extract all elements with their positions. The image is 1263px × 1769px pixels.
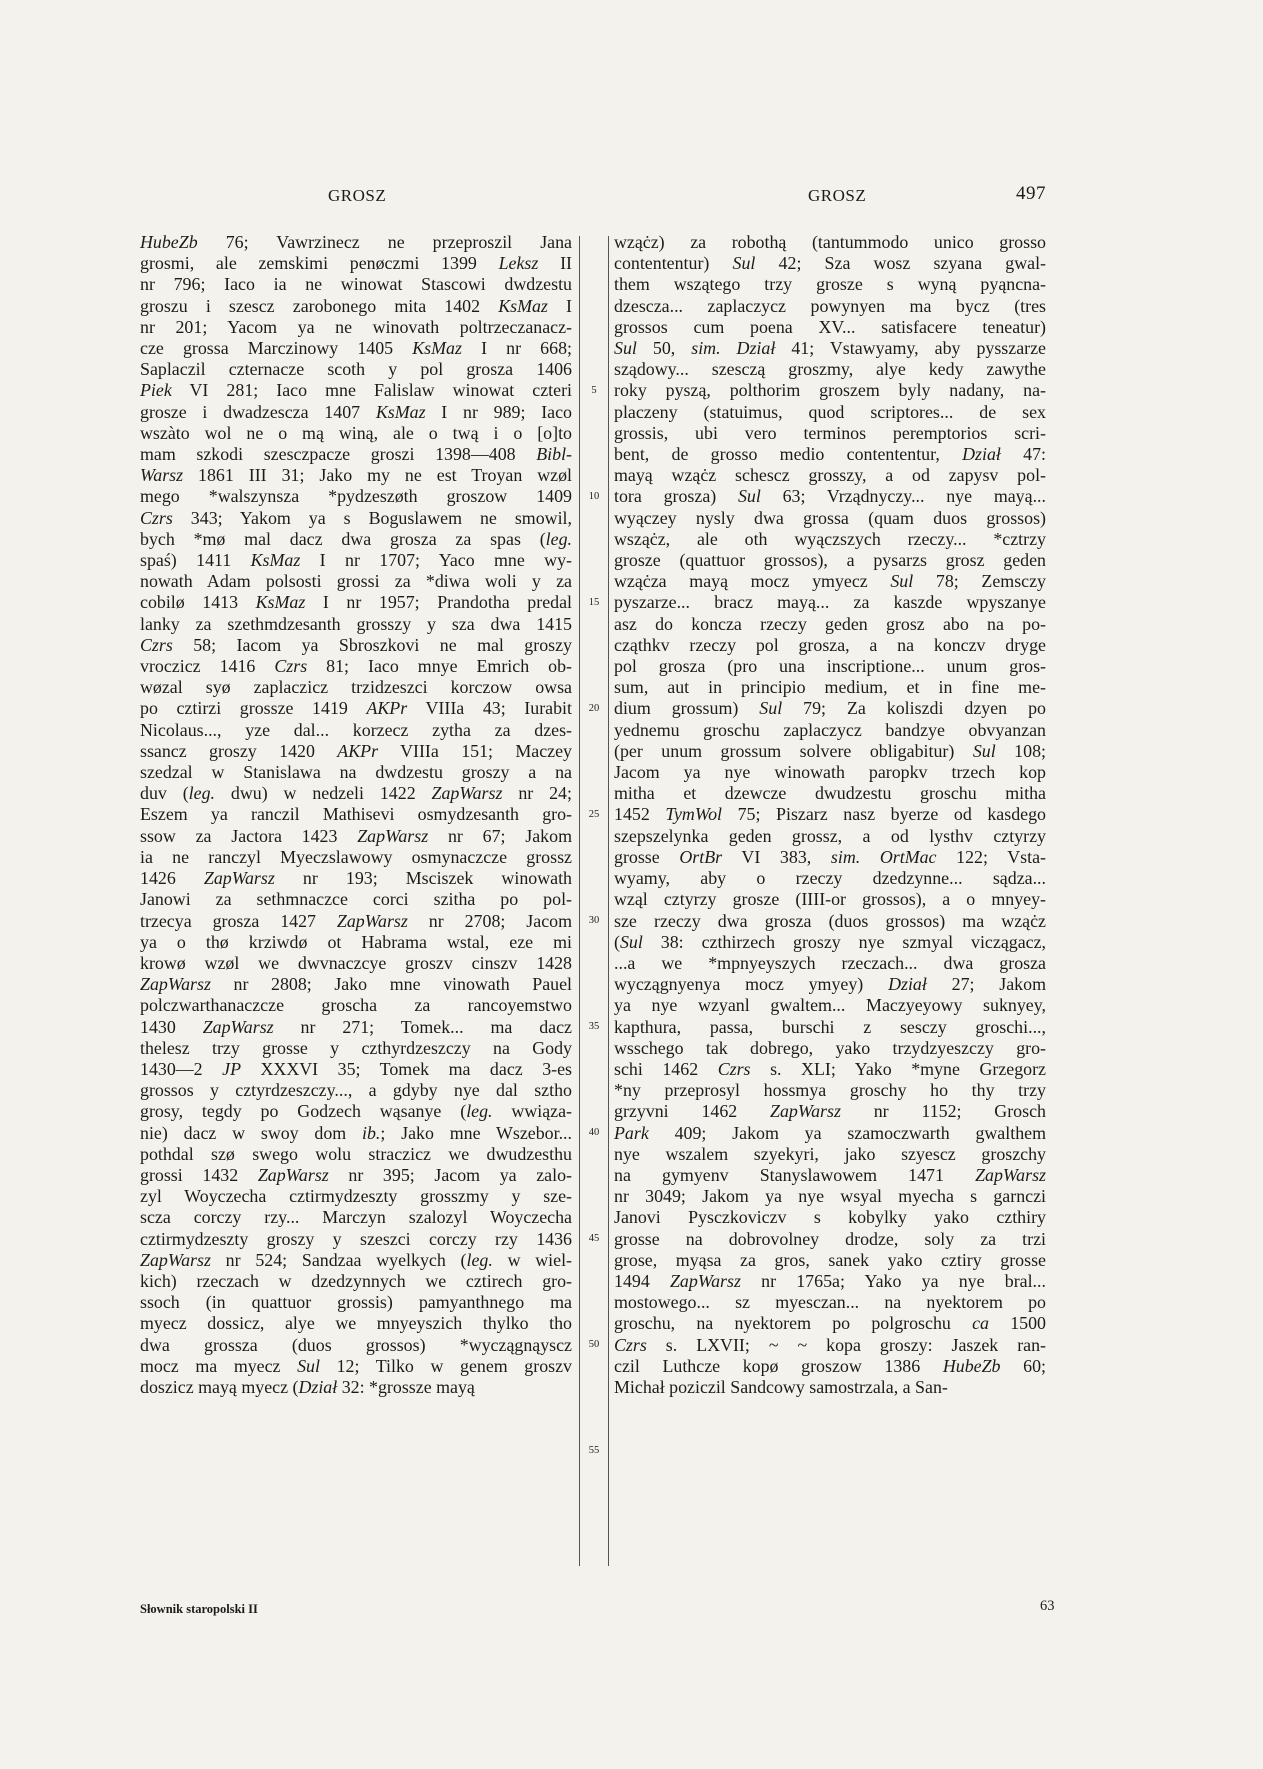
left-column-line: HubeZb 76; Vawrzinecz ne przeproszil Jana (140, 232, 572, 252)
left-column-line: mego *walszynsza *pydzeszøth groszow 1409 (140, 486, 572, 507)
left-column-line: grossos y cztyrdzeszczy..., a gdyby nye dal sztho (140, 1080, 572, 1101)
right-column-line: mostowego... sz myesczan... na nyektorem po (614, 1292, 1046, 1313)
left-column-line: kich) rzeczach w dzedzynnych we cztirech gro- (140, 1270, 572, 1291)
left-column-text (140, 232, 572, 1398)
right-column-line: sze rzeczy dwa grosza (duos grossos) ma wząċz (614, 910, 1046, 931)
right-column-line: groschu, na nyektorem po polgroschu ca 1500 (614, 1313, 1047, 1334)
left-column-line: bych *mø mal dacz dwa grosza za spas (leg. (140, 528, 572, 549)
right-column-line: contententur) Sul 42; Sza wosz szyana gwal- (614, 253, 1046, 274)
line-number: 20 (588, 702, 600, 714)
right-column-line: mitha et dzewcze dwudzestu groschu mitha (614, 783, 1046, 804)
right-column-line: tora grosza) Sul 63; Vrządnyczy... nye mayą... (614, 486, 1046, 507)
left-column-line: 1430 ZapWarsz nr 271; Tomek... ma dacz (140, 1016, 572, 1037)
left-column-line: zyl Woyczecha cztirmydzeszty grosszmy y sze- (140, 1186, 572, 1207)
right-column-line: wząċz) za robothą (tantummodo unico grosso (614, 232, 1046, 252)
right-column-line: na gymyenv Stanyslawowem 1471 ZapWarsz (614, 1164, 1046, 1185)
right-column-line: szepszelynka geden grossz, a od lysthv cztyrzy (614, 825, 1046, 846)
left-column-line: dwa grossza (duos grossos) *wyczągnąyscz (140, 1334, 572, 1355)
right-column-line: wsząċz, ale oth wyączszych rzeczy... *cztrzy (614, 528, 1046, 549)
line-number-gutter (579, 236, 609, 1566)
right-column-line: cząthkv rzeczy pol grosza, a na konczv dryge (614, 634, 1046, 655)
left-column-line: thelesz trzy grosse y czthyrdzeszczy na Gody (140, 1037, 572, 1058)
left-column-line: cze grossa Marczinowy 1405 KsMaz I nr 668; (140, 338, 572, 359)
left-column-line: cobilø 1413 KsMaz I nr 1957; Prandotha predal (140, 592, 572, 613)
right-column-line: Sul 50, sim. Dział 41; Vstawyamy, aby pysszarze (614, 338, 1046, 359)
left-column-line: myecz dossicz, alye we mnyeyszich thylko tho (140, 1313, 572, 1334)
left-column-line: Czrs 58; Iacom ya Sbroszkovi ne mal groszy (140, 634, 572, 655)
line-number: 50 (588, 1338, 600, 1350)
right-column-line: wyączey nysly dwa grossa (quam duos grossos) (614, 507, 1046, 528)
left-column-line: Eszem ya ranczil Mathisevi osmydzesanth gro- (140, 804, 572, 825)
left-column-line: Piek VI 281; Iaco mne Falislaw winowat czteri (140, 380, 572, 401)
left-column-line: Warsz 1861 III 31; Jako my ne est Troyan wzøl (140, 465, 572, 486)
left-column-line: pothdal szø swego wolu straczicz we dwudzesthu (140, 1143, 572, 1164)
line-number: 10 (588, 490, 600, 502)
line-number: 5 (591, 384, 597, 396)
left-column-line: Czrs 343; Yakom ya s Boguslawem ne smowil, (140, 507, 572, 528)
left-column-line: groszu i szescz zarobonego mita 1402 KsMaz I (140, 295, 572, 316)
right-column-line: *ny przeprosyl hossmya groschy ho thy trzy (614, 1080, 1046, 1101)
right-column-line: nye wszalem szyekyri, jako szyescz groszchy (614, 1143, 1046, 1164)
right-column-line: grzyvni 1462 ZapWarsz nr 1152; Grosch (614, 1101, 1046, 1122)
right-column-line: (Sul 38: czthirzech groszy nye szmyal viczągacz, (614, 931, 1046, 952)
left-column-line: 1430—2 JP XXXVI 35; Tomek ma dacz 3-es (140, 1058, 573, 1079)
right-column-line: grosse na dobrovolney drodze, soly za trzi (614, 1228, 1046, 1249)
line-number: 55 (588, 1444, 600, 1456)
right-column-line: czil Luthcze kopø groszow 1386 HubeZb 60; (614, 1355, 1046, 1376)
line-number: 45 (588, 1232, 600, 1244)
right-column-line: pol grosza (pro una inscriptione... unum gros- (614, 656, 1046, 677)
right-column-line: wyamy, aby o rzeczy dzedzynne... sądza... (614, 868, 1046, 889)
line-number: 35 (588, 1020, 600, 1032)
right-column-line: Czrs s. LXVII; ~ ~ kopa groszy: Jaszek ran- (614, 1334, 1046, 1355)
right-column-line: 1452 TymWol 75; Piszarz nasz byerze od kasdego (614, 804, 1046, 825)
left-column-line: ssancz groszy 1420 AKPr VIIIa 151; Maczey (140, 740, 572, 761)
left-column-line: ZapWarsz nr 524; Sandzaa wyelkych (leg. w wiel- (140, 1249, 572, 1270)
right-column-line: asz do koncza rzeczy geden grosz abo na po- (614, 613, 1046, 634)
left-column-line: doszicz mayą myecz (Dział 32: *grossze mayą (140, 1376, 475, 1397)
right-column-line: placzeny (statuimus, quod scriptores... de sex (614, 401, 1046, 422)
left-column-line: nie) dacz w swoy dom ib.; Jako mne Wszebor... (140, 1122, 572, 1143)
running-head-right: GROSZ (808, 186, 867, 205)
left-column-line: mocz ma myecz Sul 12; Tilko w genem groszv (140, 1355, 572, 1376)
running-head-left: GROSZ (328, 186, 387, 205)
right-column-line: bent, de grosso medio contententur, Dział 47: (614, 444, 1046, 465)
left-column-line: ia ne ranczyl Myeczslawowy osmynaczcze grossz (140, 846, 572, 867)
right-column-line: roky pyszą, polthorim groszem byly nadany, na- (614, 380, 1046, 401)
right-column-line: mayą wząċz schescz grosszy, a od zapysv pol- (614, 465, 1046, 486)
left-column-line: grossi 1432 ZapWarsz nr 395; Jacom ya zalo- (140, 1164, 572, 1185)
left-column-line: scza corczy rzy... Marczyn szalozyl Woyczecha (140, 1207, 572, 1228)
page-number: 497 (1016, 183, 1046, 204)
right-column-line: Park 409; Jakom ya szamoczwarth gwalthem (614, 1122, 1046, 1143)
left-column-line: wszàto wol ne o mą winą, ale o twą i o [o]to (140, 422, 572, 443)
right-column-line: Janovi Pysczkoviczv s kobylky yako czthiry (614, 1207, 1046, 1228)
left-column-line: ZapWarsz nr 2808; Jako mne vinowath Pauel (140, 974, 572, 995)
right-column-line: wząl cztyrzy grosze (IIII-or grossos), a o mnyey- (614, 889, 1046, 910)
right-column-line: grosse OrtBr VI 383, sim. OrtMac 122; Vsta- (614, 846, 1047, 867)
left-column-line: Saplaczil czternacze scoth y pol grosza 1406 (140, 359, 572, 380)
right-column-line: dzescza... zaplaczycz powynyen ma bycz (tres (614, 295, 1046, 316)
right-column-line: them wszątego trzy grosze s wyną pyąncna- (614, 274, 1046, 295)
left-column-line: Nicolaus..., yze dal... korzecz zytha za dzes- (140, 719, 572, 740)
right-column-line: wyczągnyenya mocz ymyey) Dział 27; Jakom (614, 974, 1046, 995)
right-column-line: ...a we *mpnyeyszych rzeczach... dwa grosza (614, 952, 1046, 973)
left-column-line: vroczicz 1416 Czrs 81; Iaco mnye Emrich ob- (140, 656, 573, 677)
line-number: 25 (588, 808, 600, 820)
right-column-line: yednemu groschu zaplaczycz bandzye obvyanzan (614, 719, 1046, 740)
left-column-line: cztirmydzeszty groszy y szeszci corczy rzy 1436 (140, 1228, 572, 1249)
right-column-line: sum, aut in principio medium, et in fine me- (614, 677, 1046, 698)
left-column-line: spaś) 1411 KsMaz I nr 1707; Yaco mne wy- (140, 550, 572, 571)
line-number: 30 (588, 914, 600, 926)
right-column-line: (per unum grossum solvere obligabitur) Sul 108; (614, 740, 1046, 761)
left-column-line: nr 201; Yacom ya ne winovath poltrzeczanacz- (140, 316, 572, 337)
left-column-line: szedzal w Stanislawa na dwdzestu groszy a na (140, 762, 572, 783)
left-column-line: nowath Adam polsosti grossi za *diwa woli y za (140, 571, 572, 592)
left-column-line: mam szkodi szesczpacze groszi 1398—408 Bibl- (140, 444, 572, 465)
left-column-line: krowø wzøl we dwvnaczcye groszv cinszv 1428 (140, 952, 572, 973)
right-column-line: grossos cum poena XV... satisfacere teneatur) (614, 316, 1046, 337)
right-column-line: schi 1462 Czrs s. XLI; Yako *myne Grzegorz (614, 1058, 1046, 1079)
left-column-line: trzecya grosza 1427 ZapWarsz nr 2708; Jacom (140, 910, 572, 931)
left-column-line: nr 796; Iaco ia ne winowat Stascowi dwdzestu (140, 274, 572, 295)
right-column-text (614, 232, 1046, 1398)
right-column-line: dium grossum) Sul 79; Za koliszdi dzyen po (614, 698, 1046, 719)
right-column-line: ya nye wzyanl gwaltem... Maczyeyowy suknyey, (614, 995, 1046, 1016)
right-column-line: Michał poziczil Sandcowy samostrzala, a San- (614, 1376, 948, 1397)
right-column-line: wsschego tak dobrego, yako trzydzyeszczy gro- (614, 1037, 1046, 1058)
left-column-line: ya o thø krziwdø ot Habrama wstal, eze mi (140, 931, 572, 952)
left-column-line: lanky za szethmdzesanth grosszy y sza dwa 1415 (140, 613, 572, 634)
left-column-line: Janowi za sethmnaczce corci szitha po pol- (140, 889, 572, 910)
right-column-line: pyszarze... bracz mayą... za kaszde wpyszanye (614, 592, 1046, 613)
right-column-line: sządowy... szesczą groszmy, alye kedy zawythe (614, 359, 1046, 380)
left-column-line: duv (leg. dwu) w nedzeli 1422 ZapWarsz nr 24; (140, 783, 572, 804)
right-column-line: Jacom ya nye winowath paropkv trzech kop (614, 762, 1046, 783)
right-column-line: grosze (quattuor grossos), a pysarzs grosz geden (614, 550, 1046, 571)
left-column-line: wøzal syø zaplaczicz trzidzeszci korczow owsa (140, 677, 572, 698)
right-column-line: kapthura, passa, burschi z sesczy groschi..., (614, 1016, 1046, 1037)
footer-sheet-number: 63 (1040, 1598, 1055, 1614)
left-column-line: grosmi, ale zemskimi penøczmi 1399 Leksz II (140, 253, 572, 274)
right-column-line: grossis, ubi vero terminos peremptorios scri- (614, 422, 1046, 443)
left-column-line: 1426 ZapWarsz nr 193; Msciszek winowath (140, 868, 572, 889)
right-column-line: 1494 ZapWarsz nr 1765a; Yako ya nye bral... (614, 1270, 1046, 1291)
left-column-line: grosy, tegdy po Godzech wąsanye (leg. wwiąza- (140, 1101, 572, 1122)
right-column-line: grose, myąsa za gros, sanek yako cztiry grosse (614, 1249, 1046, 1270)
left-column-line: polczwarthanaczcze groscha za rancoyemstwo (140, 995, 572, 1016)
left-column-line: grosze i dwadzescza 1407 KsMaz I nr 989; Iaco (140, 401, 572, 422)
right-column-line: wząċza mayą mocz ymyecz Sul 78; Zemsczy (614, 571, 1046, 592)
line-number: 40 (588, 1126, 600, 1138)
left-column-line: ssow za Jactora 1423 ZapWarsz nr 67; Jakom (140, 825, 572, 846)
line-number: 15 (588, 596, 600, 608)
left-column-line: po cztirzi grossze 1419 AKPr VIIIa 43; Iurabit (140, 698, 572, 719)
left-column-line: ssoch (in quattuor grossis) pamyanthnego ma (140, 1292, 572, 1313)
footer-signature: Słownik staropolski II (140, 1602, 258, 1616)
right-column-line: nr 3049; Jakom ya nye wsyal myecha s garnczi (614, 1186, 1046, 1207)
